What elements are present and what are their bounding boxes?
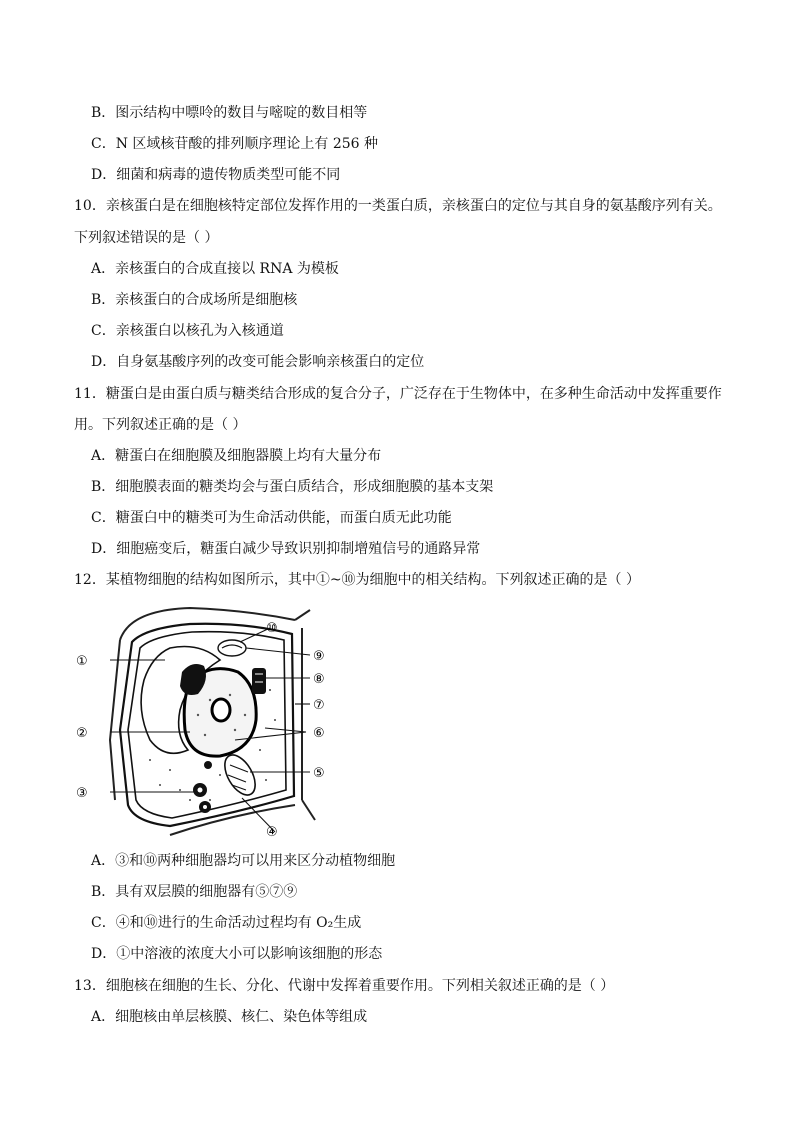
plant-cell-diagram [70, 600, 360, 840]
label-6: ⑥ [313, 726, 325, 741]
q9-option-c: C．N 区域核苷酸的排列顺序理论上有 256 种 [91, 136, 379, 152]
mitochondrion [219, 750, 262, 800]
label-7: ⑦ [313, 698, 325, 713]
q10-option-c: C．亲核蛋白以核孔为入核通道 [91, 323, 284, 339]
q10-stem-line1: 10．亲核蛋白是在细胞核特定部位发挥作用的一类蛋白质，亲核蛋白的定位与其自身的氨基酸序列有关。 [74, 198, 722, 214]
organelle-8 [252, 668, 266, 694]
label-1: ① [76, 654, 88, 669]
q12-stem: 12．某植物细胞的结构如图所示，其中①~⑩为细胞中的相关结构。下列叙述正确的是（ ） [74, 572, 640, 588]
q11-option-b: B．细胞膜表面的糖类均会与蛋白质结合，形成细胞膜的基本支架 [91, 479, 494, 495]
q12-option-c: C．④和⑩进行的生命活动过程均有 O₂生成 [91, 915, 362, 931]
q11-option-a: A．糖蛋白在细胞膜及细胞器膜上均有大量分布 [91, 448, 382, 464]
q10-option-a: A．亲核蛋白的合成直接以 RNA 为模板 [91, 261, 339, 277]
label-5: ⑤ [313, 766, 325, 781]
q11-option-c: C．糖蛋白中的糖类可为生命活动供能，而蛋白质无此功能 [91, 510, 452, 526]
label-3: ③ [76, 786, 88, 801]
q10-option-b: B．亲核蛋白的合成场所是细胞核 [91, 292, 298, 308]
q9-option-d: D．细菌和病毒的遗传物质类型可能不同 [91, 167, 341, 183]
q11-stem-line1: 11．糖蛋白是由蛋白质与糖类结合形成的复合分子，广泛存在于生物体中，在多种生命活动中发挥重要作 [74, 386, 722, 402]
q11-stem-line2: 用。下列叙述正确的是（ ） [74, 417, 247, 433]
q11-option-d: D．细胞癌变后，糖蛋白减少导致识别抑制增殖信号的通路异常 [91, 541, 481, 557]
label-9: ⑨ [313, 649, 325, 664]
q10-stem-line2: 下列叙述错误的是（ ） [74, 230, 219, 246]
q12-option-b: B．具有双层膜的细胞器有⑤⑦⑨ [91, 884, 298, 900]
q12-option-a: A．③和⑩两种细胞器均可以用来区分动植物细胞 [91, 853, 396, 869]
label-2: ② [76, 726, 88, 741]
small-vesicle [204, 761, 212, 769]
q12-option-d: D．①中溶液的浓度大小可以影响该细胞的形态 [91, 946, 383, 962]
nucleolus [212, 699, 230, 721]
q9-option-b: B．图示结构中嘌呤的数目与嘧啶的数目相等 [91, 105, 368, 121]
q13-option-a: A．细胞核由单层核膜、核仁、染色体等组成 [91, 1009, 368, 1025]
q13-stem: 13．细胞核在细胞的生长、分化、代谢中发挥着重要作用。下列相关叙述正确的是（ ） [74, 978, 615, 994]
neighbor-cell-wall-left [110, 640, 120, 800]
label-10: ⑩ [266, 621, 278, 636]
label-8: ⑧ [313, 672, 325, 687]
q10-option-d: D．自身氨基酸序列的改变可能会影响亲核蛋白的定位 [91, 354, 425, 370]
label-4: ④ [266, 825, 278, 840]
organelle-3 [193, 783, 211, 813]
